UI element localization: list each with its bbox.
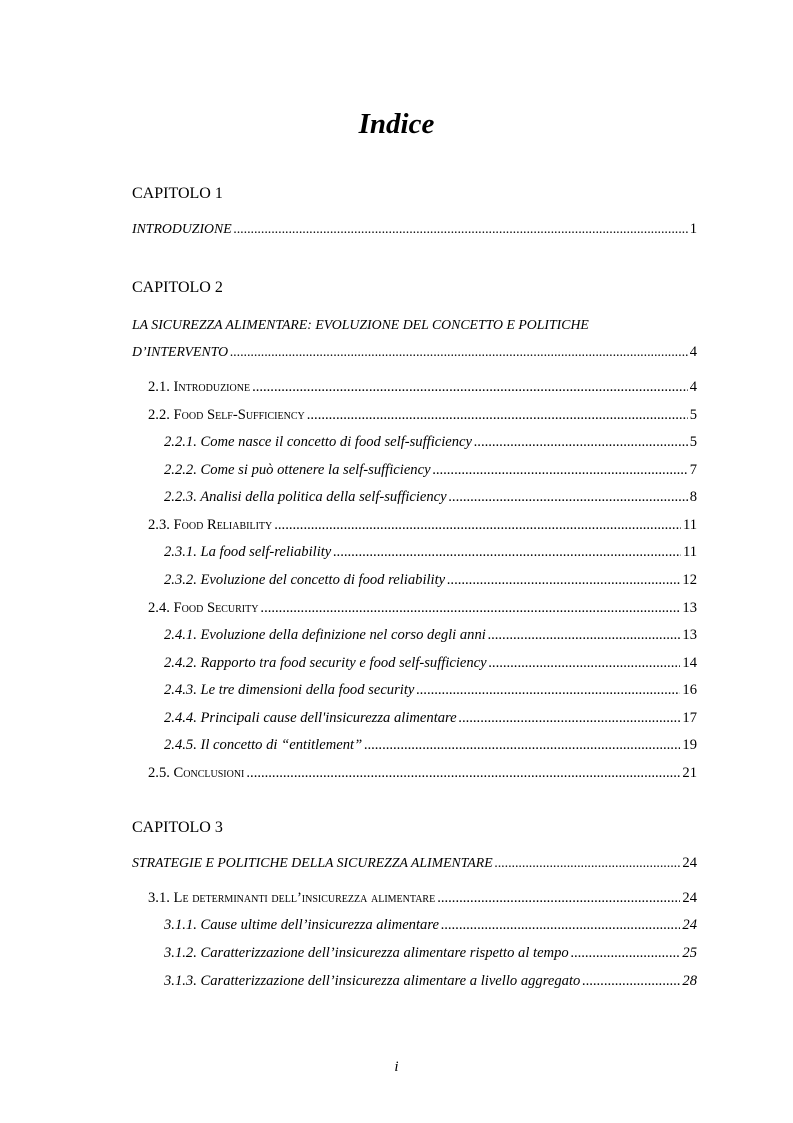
toc-entry-2-2-1[interactable]: [164, 432, 697, 452]
toc-entry-page: 21: [682, 765, 697, 781]
toc-entry-label: 2.3. Food Reliability: [148, 517, 273, 533]
page-number: i: [394, 1059, 399, 1075]
toc-entry-page: 4: [689, 344, 697, 360]
toc-entry-label: 2.3.1. La food self-reliability: [164, 544, 332, 560]
toc-entry-page: 28: [682, 973, 697, 989]
toc-entry-label: 2.4.1. Evoluzione della definizione nel corso degli anni: [164, 627, 486, 643]
toc-entry-sicurezza[interactable]: [132, 342, 697, 362]
toc-entry-2-4-3[interactable]: [164, 680, 697, 700]
toc-entry-page: 25: [682, 945, 697, 961]
toc-entry-page: 5: [689, 434, 697, 450]
leader-dots: [333, 542, 681, 562]
leader-dots: [441, 915, 680, 935]
toc-entry-label: 2.2.2. Come si può ottenere la self-sufficiency: [164, 462, 431, 478]
leader-dots: [230, 342, 688, 362]
toc-entry-page: 16: [682, 682, 697, 698]
toc-entry-2-3-2[interactable]: [164, 570, 697, 590]
toc-entry-2-5[interactable]: [148, 763, 697, 783]
toc-entry-page: 11: [682, 544, 697, 560]
toc-entry-label: 3.1.2. Caratterizzazione dell’insicurezza alimentare rispetto al tempo: [164, 945, 569, 961]
toc-entry-label: 2.1. Introduzione: [148, 379, 251, 395]
leader-dots: [459, 708, 681, 728]
leader-dots: [495, 853, 681, 873]
toc-entry-page: 14: [682, 655, 697, 671]
toc-entry-strategie[interactable]: [132, 853, 697, 873]
leader-dots: [433, 460, 688, 480]
toc-entry-page: 13: [682, 600, 697, 616]
toc-entry-label: D’INTERVENTO: [132, 344, 229, 359]
chapter-1-heading: CAPITOLO 1: [132, 185, 223, 202]
toc-entry-sicurezza-line1: LA SICUREZZA ALIMENTARE: EVOLUZIONE DEL CONCETTO E POLITICHE: [132, 317, 589, 332]
toc-entry-2-2-3[interactable]: [164, 487, 697, 507]
toc-entry-label: 2.2. Food Self-Sufficiency: [148, 407, 305, 423]
toc-entry-3-1-1[interactable]: [164, 915, 697, 935]
leader-dots: [488, 625, 681, 645]
toc-entry-3-1-2[interactable]: [164, 943, 697, 963]
leader-dots: [474, 432, 688, 452]
toc-entry-2-4-4[interactable]: [164, 708, 697, 728]
toc-entry-label: 2.4.3. Le tre dimensioni della food security: [164, 682, 415, 698]
toc-entry-label: 2.2.1. Come nasce il concetto di food self-sufficiency: [164, 434, 473, 450]
toc-entry-introduzione[interactable]: [132, 219, 697, 239]
toc-entry-page: 24: [682, 855, 697, 871]
toc-entry-page: 11: [682, 517, 697, 533]
toc-entry-label: 2.2.3. Analisi della politica della self-sufficiency: [164, 489, 447, 505]
leader-dots: [447, 570, 680, 590]
chapter-3-heading: CAPITOLO 3: [132, 819, 223, 836]
toc-entry-label: 2.5. Conclusioni: [148, 765, 245, 781]
toc-entry-page: 7: [689, 462, 697, 478]
toc-entry-page: 1: [689, 221, 697, 237]
toc-entry-page: 5: [689, 407, 697, 423]
toc-entry-3-1[interactable]: [148, 888, 697, 908]
leader-dots: [437, 888, 680, 908]
toc-entry-label: INTRODUZIONE: [132, 221, 232, 236]
leader-dots: [234, 219, 688, 239]
toc-entry-page: 17: [682, 710, 697, 726]
toc-entry-page: 12: [682, 572, 697, 588]
toc-entry-2-3-1[interactable]: [164, 542, 697, 562]
toc-entry-3-1-3[interactable]: [164, 971, 697, 991]
toc-entry-label: 2.4.2. Rapporto tra food security e food self-sufficiency: [164, 655, 487, 671]
leader-dots: [364, 735, 680, 755]
toc-entry-2-4[interactable]: [148, 598, 697, 618]
toc-entry-2-4-2[interactable]: [164, 653, 697, 673]
leader-dots: [449, 487, 688, 507]
page-title: Indice: [358, 108, 435, 140]
chapter-2-heading: CAPITOLO 2: [132, 279, 223, 296]
leader-dots: [260, 598, 680, 618]
leader-dots: [274, 515, 681, 535]
toc-entry-label: STRATEGIE E POLITICHE DELLA SICUREZZA ALIMENTARE: [132, 855, 493, 870]
toc-entry-label: 2.4.4. Principali cause dell'insicurezza alimentare: [164, 710, 457, 726]
toc-entry-page: 8: [689, 489, 697, 505]
toc-entry-2-2[interactable]: [148, 405, 697, 425]
toc-entry-label: 2.3.2. Evoluzione del concetto di food reliability: [164, 572, 446, 588]
leader-dots: [582, 971, 680, 991]
toc-entry-2-3[interactable]: [148, 515, 697, 535]
toc-entry-label: 3.1. Le determinanti dell’insicurezza alimentare: [148, 890, 436, 906]
toc-entry-page: 19: [682, 737, 697, 753]
toc-entry-2-4-5[interactable]: [164, 735, 697, 755]
leader-dots: [246, 763, 680, 783]
toc-entry-2-2-2[interactable]: [164, 460, 697, 480]
leader-dots: [489, 653, 681, 673]
leader-dots: [571, 943, 681, 963]
toc-entry-2-4-1[interactable]: [164, 625, 697, 645]
toc-entry-label: 2.4.5. Il concetto di “entitlement”: [164, 737, 363, 753]
leader-dots: [416, 680, 680, 700]
toc-entry-label: 2.4. Food Security: [148, 600, 259, 616]
leader-dots: [252, 377, 688, 397]
toc-entry-page: 24: [682, 890, 697, 906]
toc-entry-page: 4: [689, 379, 697, 395]
toc-entry-label: 3.1.1. Cause ultime dell’insicurezza alimentare: [164, 917, 439, 933]
leader-dots: [307, 405, 688, 425]
toc-entry-page: 24: [682, 917, 697, 933]
toc-entry-2-1[interactable]: [148, 377, 697, 397]
toc-entry-page: 13: [682, 627, 697, 643]
toc-entry-label: 3.1.3. Caratterizzazione dell’insicurezza alimentare a livello aggregato: [164, 973, 581, 989]
